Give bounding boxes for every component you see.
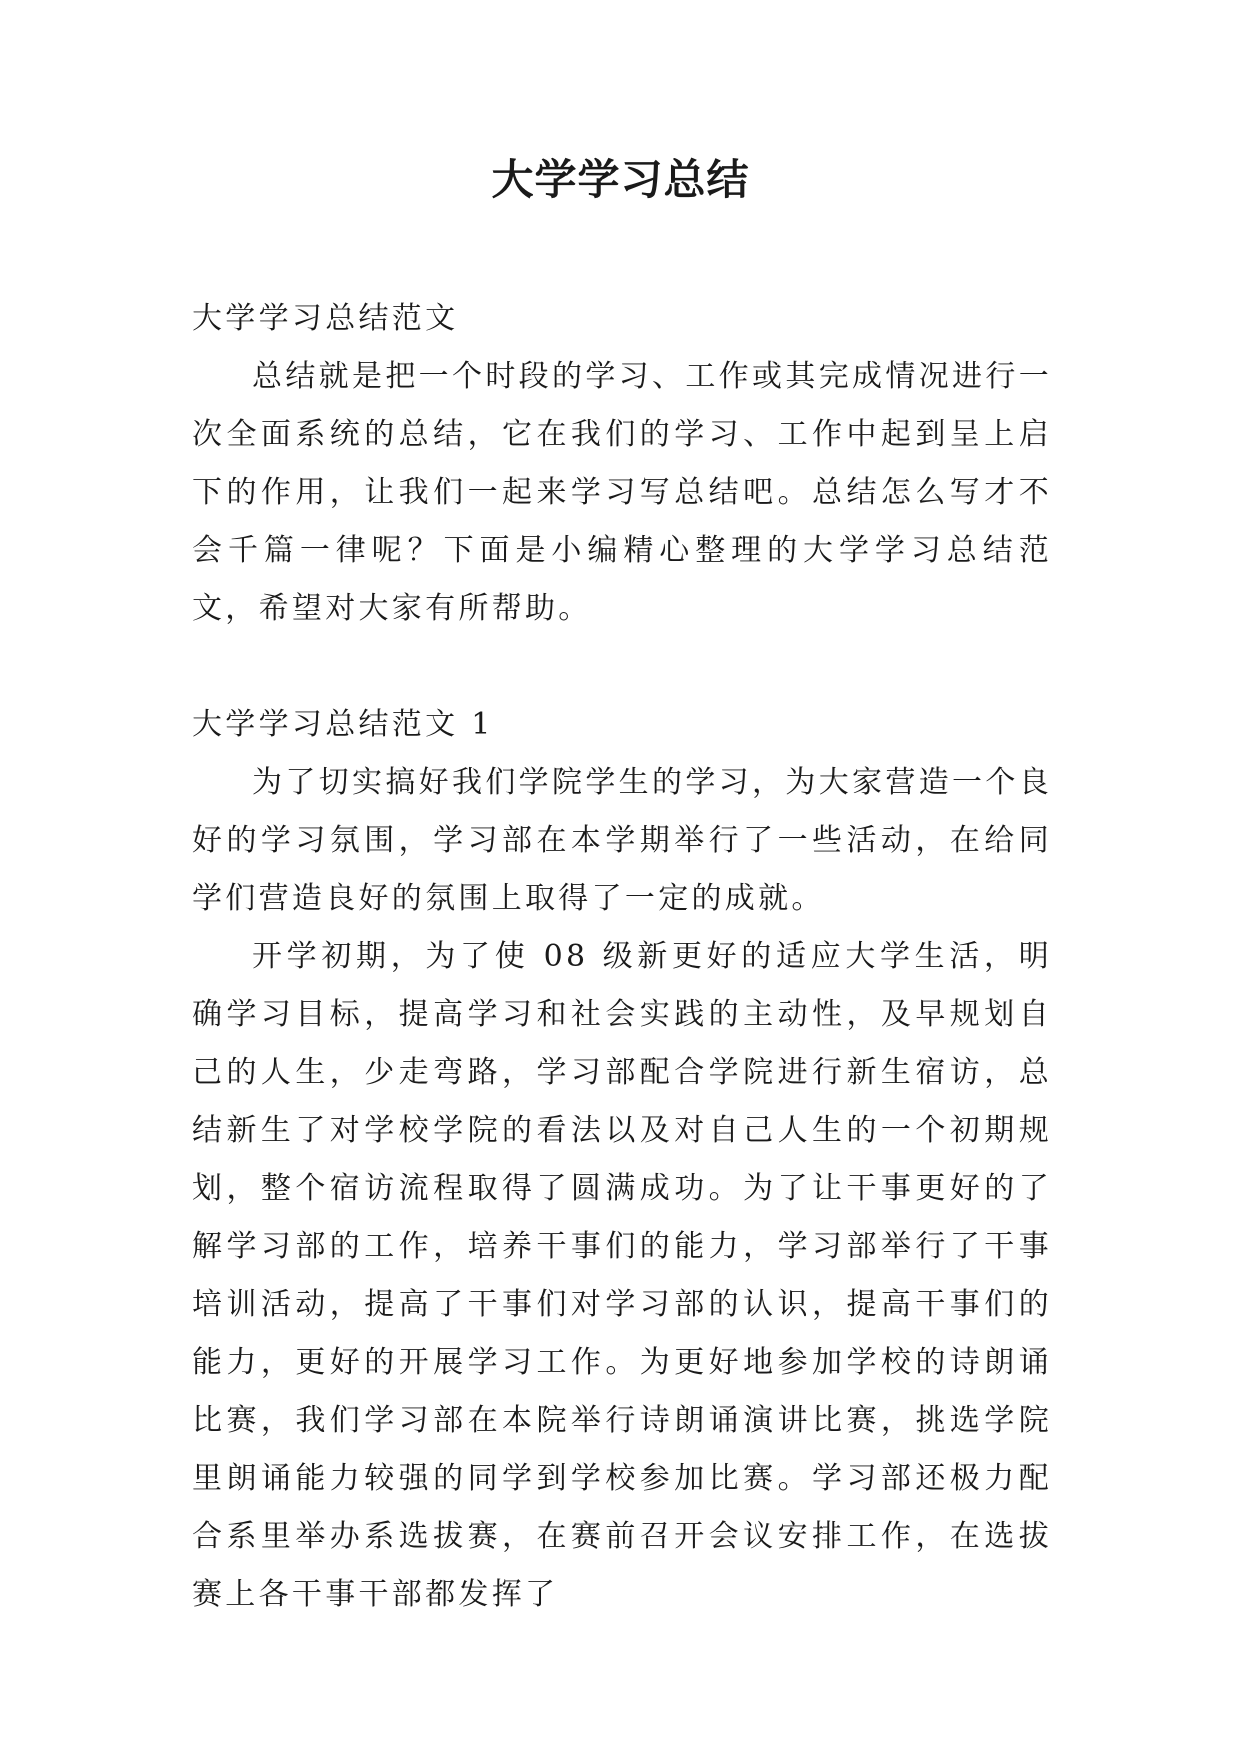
document-body [192, 290, 1052, 1624]
section-heading-1: 大学学习总结范文 1 [192, 707, 494, 742]
section-heading: 大学学习总结范文 [192, 301, 459, 336]
section-spacer [192, 638, 1052, 696]
body-paragraph-2: 开学初期，为了使 08 级新更好的适应大学生活，明确学习目标，提高学习和社会实践的主动性，及早规划自己的人生，少走弯路，学习部配合学院进行新生宿访，总结新生了对学校学院的看法以及对自己人生的一个初期规划，整个宿访流程取得了圆满成功。为了让干事更好的了解学习部的工作，培养干事们的能力，学习部举行了干事培训活动，提高了干事们对学习部的认识，提高干事们的能力，更好的开展学习工作。为更好地参加学校的诗朗诵比赛，我们学习部在本院举行诗朗诵演讲比赛，挑选学院里朗诵能力较强的同学到学校参加比赛。学习部还极力配合系里举办系选拔赛，在赛前召开会议安排工作，在选拔赛上各干事干部都发挥了 [192, 939, 1052, 1612]
intro-paragraph: 总结就是把一个时段的学习、工作或其完成情况进行一次全面系统的总结，它在我们的学习、工作中起到呈上启下的作用，让我们一起来学习写总结吧。总结怎么写才不会千篇一律呢？下面是小编精心整理的大学学习总结范文，希望对大家有所帮助。 [192, 359, 1052, 626]
body-paragraph-1: 为了切实搞好我们学院学生的学习，为大家营造一个良好的学习氛围，学习部在本学期举行了一些活动，在给同学们营造良好的氛围上取得了一定的成就。 [192, 765, 1052, 916]
document-title: 大学学习总结 [491, 155, 750, 204]
